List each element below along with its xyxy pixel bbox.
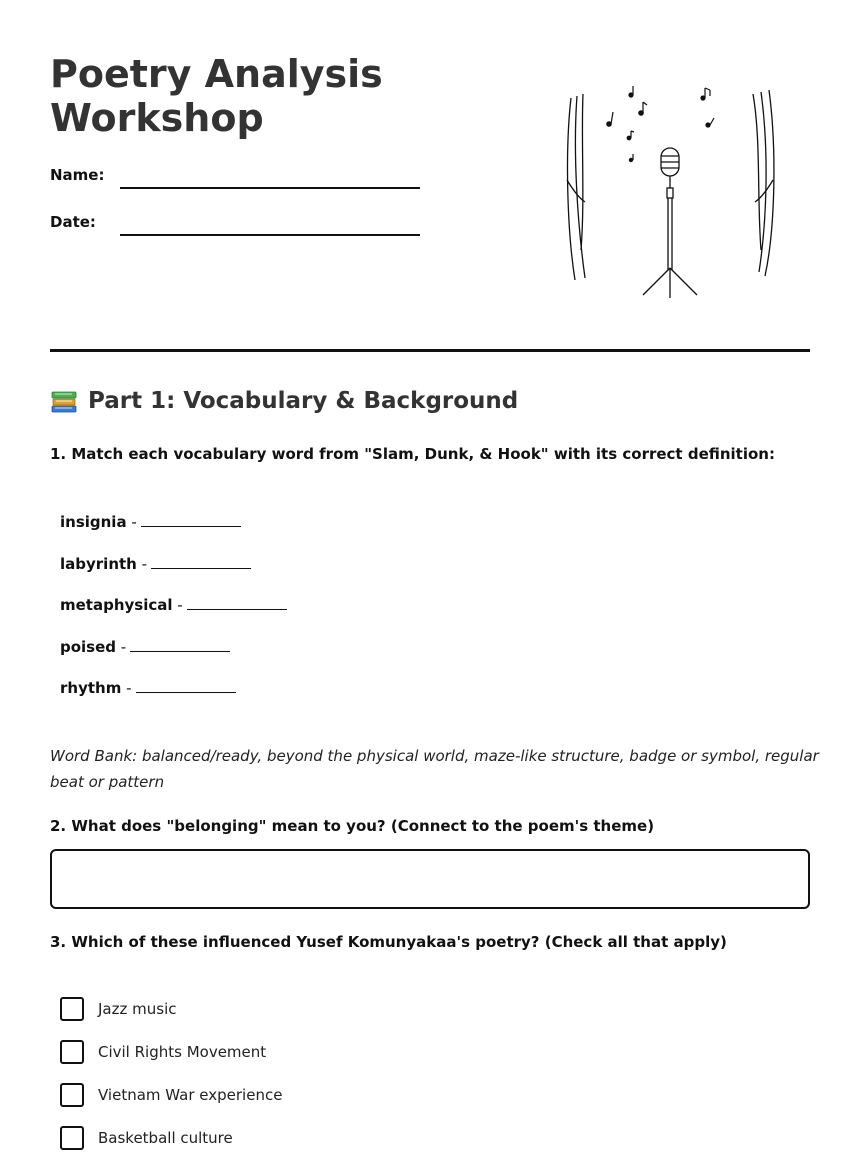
checkbox-basketball-culture[interactable]: [60, 1126, 84, 1150]
vocab-separator: -: [116, 638, 127, 656]
question-1-prompt: 1. Match each vocabulary word from "Slam, Dunk, & Hook" with its correct definition:: [50, 445, 775, 463]
option-row-vietnam-war: [60, 1083, 282, 1107]
vocab-answer-blank[interactable]: [130, 637, 230, 652]
vocab-separator: -: [172, 596, 183, 614]
option-label: Jazz music: [98, 1000, 177, 1018]
vocab-item-metaphysical: [60, 595, 287, 614]
books-icon: [50, 388, 78, 414]
section-title-text: Part 1: Vocabulary & Background: [88, 388, 519, 414]
date-field[interactable]: [120, 234, 420, 236]
vocab-word: insignia: [60, 513, 127, 531]
option-label: Vietnam War experience: [98, 1086, 283, 1104]
question-2-prompt: 2. What does "belonging" mean to you? (Connect to the poem's theme): [50, 817, 655, 835]
option-row-basketball-culture: [60, 1126, 233, 1150]
question-3-prompt: 3. Which of these influenced Yusef Komunyakaa's poetry? (Check all that apply): [50, 933, 727, 951]
vocab-item-labyrinth: [60, 554, 251, 573]
vocab-answer-blank[interactable]: [141, 512, 241, 527]
vocab-separator: -: [121, 679, 132, 697]
option-row-civil-rights: [60, 1040, 266, 1064]
vocab-answer-blank[interactable]: [187, 595, 287, 610]
page-title: [50, 52, 383, 140]
vocab-answer-blank[interactable]: [151, 554, 251, 569]
title-line-1: Poetry Analysis: [50, 52, 383, 96]
belonging-answer-box[interactable]: [50, 849, 810, 909]
vocab-word: metaphysical: [60, 596, 173, 614]
vocab-separator: -: [126, 513, 137, 531]
vocab-item-poised: [60, 637, 230, 656]
vocab-answer-blank[interactable]: [136, 678, 236, 693]
stage-microphone-illustration: [555, 80, 785, 305]
section-divider: [50, 349, 810, 352]
name-label: Name:: [50, 166, 105, 184]
vocab-word: rhythm: [60, 679, 122, 697]
vocab-item-rhythm: [60, 678, 236, 697]
date-label: Date:: [50, 213, 96, 231]
option-label: Civil Rights Movement: [98, 1043, 267, 1061]
title-line-2: Workshop: [50, 96, 264, 140]
option-label: Basketball culture: [98, 1129, 233, 1147]
option-row-jazz-music: [60, 997, 176, 1021]
vocab-word: poised: [60, 638, 117, 656]
section-title-part-1: [50, 388, 518, 414]
checkbox-civil-rights[interactable]: [60, 1040, 84, 1064]
checkbox-jazz-music[interactable]: [60, 997, 84, 1021]
vocab-separator: -: [136, 555, 148, 573]
name-field[interactable]: [120, 187, 420, 189]
checkbox-vietnam-war[interactable]: [60, 1083, 84, 1107]
vocab-item-insignia: [60, 512, 241, 531]
word-bank: Word Bank: balanced/ready, beyond the physical world, maze-like structure, badge or symbol, regular beat or pattern: [50, 747, 819, 791]
vocab-word: labyrinth: [60, 555, 137, 573]
